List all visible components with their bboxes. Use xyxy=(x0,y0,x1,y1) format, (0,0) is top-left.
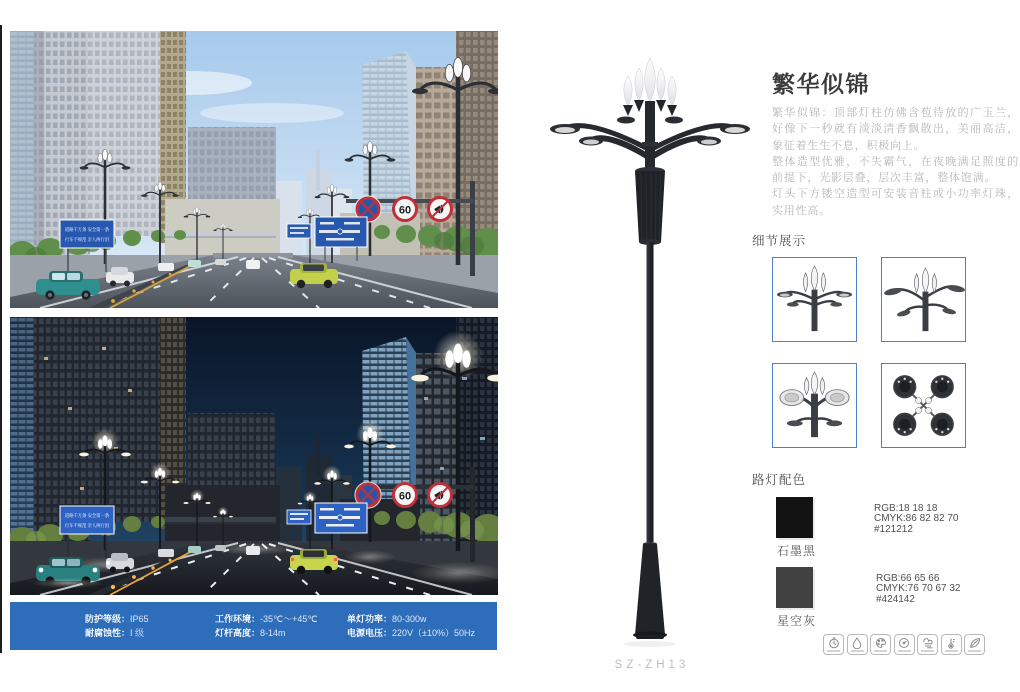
detail-thumb-lamp-heads xyxy=(772,363,857,448)
small-car xyxy=(215,259,226,265)
timer-icon xyxy=(823,634,844,655)
water-drop-icon xyxy=(847,634,868,655)
wind-icon xyxy=(917,634,938,655)
thermometer-icon xyxy=(941,634,962,655)
product-description xyxy=(772,105,1019,219)
speed-limit-value: 60 xyxy=(398,490,412,503)
hex-value: #121212 xyxy=(874,523,913,535)
palette-section-label: 路灯配色 xyxy=(752,473,807,487)
spec-bar xyxy=(10,602,497,650)
night-scene-render xyxy=(10,317,498,595)
small-car xyxy=(158,263,174,271)
center-white-car xyxy=(246,546,260,555)
small-car xyxy=(215,545,226,551)
detail-thumbnails xyxy=(772,257,966,448)
feature-icon-row xyxy=(823,634,985,655)
color-name: 星空灰 xyxy=(777,614,817,628)
palette-icon xyxy=(870,634,891,655)
color-swatch-starry-gray xyxy=(776,567,813,608)
color-name: 石墨黑 xyxy=(777,544,817,558)
cmyk-value: CMYK:86 82 82 70 xyxy=(874,513,959,525)
details-section-label: 细节展示 xyxy=(752,234,807,248)
color-swatch-graphite-black xyxy=(776,497,813,538)
spec-row: 单灯功率：80-300w xyxy=(347,614,427,624)
small-car xyxy=(188,260,201,267)
small-blue-sign xyxy=(287,224,311,238)
detail-thumb-top-view xyxy=(881,363,966,448)
speed-limit-value: 60 xyxy=(398,204,412,217)
lamp-buds xyxy=(623,58,677,172)
slogan-line-1: 道路千万条 安全第一条 xyxy=(64,513,110,518)
night-scene-svg xyxy=(10,317,498,595)
description-paragraph: 整体造型优雅，不失霸气，在夜晚满足照度的前提下，光影层叠，层次丰富，整体饱满。 xyxy=(772,155,1019,185)
description-paragraph: 繁华似锦：顶部灯柱仿佛含苞待放的广玉兰，好像下一秒就有淡淡清香飘散出，美丽高洁，象征着生生不息，积极向上。 xyxy=(772,107,1019,152)
slogan-line-1: 道路千万条 安全第一条 xyxy=(64,227,110,232)
cmyk-value: CMYK:76 70 67 32 xyxy=(876,583,961,595)
spec-row: 防护等级：IP65 xyxy=(85,614,149,624)
spec-row: 耐腐蚀性：I 级 xyxy=(85,628,145,638)
model-code: SZ-ZH13 xyxy=(614,659,690,671)
night-viaduct xyxy=(158,517,276,524)
detail-thumb-angle-view xyxy=(881,257,966,342)
description-paragraph: 灯头下方镂空造型可安装音柱或小功率灯珠，实用性高。 xyxy=(772,188,1019,217)
spec-col-power xyxy=(347,614,475,638)
gauge-icon xyxy=(894,634,915,655)
lamp-base xyxy=(624,542,676,647)
rgb-value: RGB:66 65 66 xyxy=(876,573,940,584)
left-edge-mark xyxy=(0,25,2,653)
day-scene-render xyxy=(10,31,498,308)
small-car xyxy=(158,549,174,557)
spec-row: 灯杆高度：8-14m xyxy=(215,628,286,638)
slogan-line-2: 行车不规范 亲人两行泪 xyxy=(64,237,110,242)
spec-row: 工作环境：-35℃～+45℃ xyxy=(215,614,318,624)
lamp-pole xyxy=(647,242,654,542)
color-values xyxy=(876,574,961,605)
day-scene-svg xyxy=(10,31,498,308)
small-car xyxy=(188,546,201,553)
product-title: 繁华似锦 xyxy=(772,71,870,97)
lamp-collar xyxy=(635,167,665,245)
color-values xyxy=(874,504,959,535)
spec-col-environment xyxy=(215,614,318,638)
center-white-car xyxy=(246,260,260,269)
spec-col-protection xyxy=(85,614,149,638)
rgb-value: RGB:18 18 18 xyxy=(874,503,938,514)
spec-row: 电源电压：220V（±10%）50Hz xyxy=(347,628,475,638)
hex-value: #424142 xyxy=(876,593,915,605)
leaf-icon xyxy=(964,634,985,655)
product-lamp-illustration xyxy=(542,50,762,655)
small-blue-sign xyxy=(287,510,311,524)
detail-thumb-front-view xyxy=(772,257,857,342)
slogan-line-2: 行车不规范 亲人两行泪 xyxy=(64,523,110,528)
